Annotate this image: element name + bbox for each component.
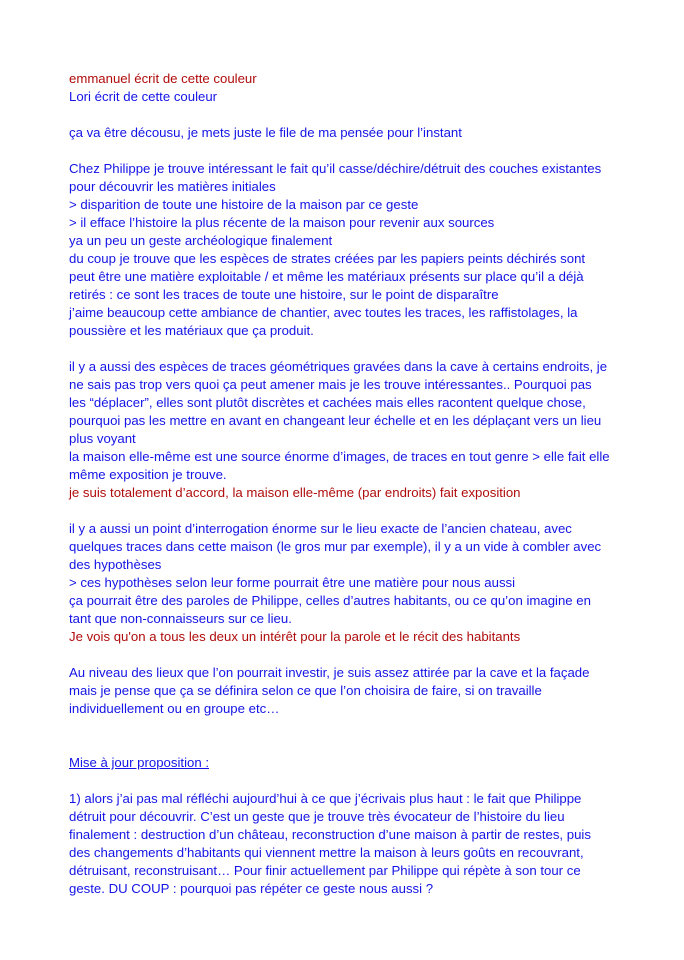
lori-text-line: il y a aussi un point d’interrogation énorme sur le lieu exacte de l’ancien chateau, avec [69, 521, 572, 536]
lori-text-line: les “déplacer”, elles sont plutôt discrètes et cachées mais elles racontent quelque chose, [69, 395, 586, 410]
lori-text-line: > disparition de toute une histoire de la maison par ce geste [69, 197, 419, 212]
lori-text-line: des hypothèses [69, 557, 162, 572]
section-heading: Mise à jour proposition : [69, 755, 210, 770]
paragraph-spacer [69, 106, 624, 124]
lori-text-line: poussière et les matériaux que ça produit. [69, 323, 314, 338]
lori-text-line: détruisant, reconstruisant… Pour finir actuellement par Philippe qui répète à son tour ce [69, 863, 581, 878]
lori-text-line: plus voyant [69, 431, 136, 446]
lori-text-line: des changements d’habitants qui viennent mettre la maison à leurs goûts en recouvrant, [69, 845, 584, 860]
paragraph-spacer [69, 502, 624, 520]
lori-text-line: Chez Philippe je trouve intéressant le fait qu’il casse/déchire/détruit des couches existantes [69, 161, 602, 176]
lori-text-line: finalement : destruction d’un château, reconstruction d’une maison à partir de restes, puis [69, 827, 591, 842]
lori-text-line: même exposition je trouve. [69, 467, 227, 482]
lori-text-line: 1) alors j’ai pas mal réfléchi aujourd’hui à ce que j’écrivais plus haut : le fait que Philippe [69, 791, 582, 806]
paragraph-spacer [69, 646, 624, 664]
lori-text-line: j’aime beaucoup cette ambiance de chantier, avec toutes les traces, les raffistolages, la [69, 305, 578, 320]
lori-text-line: il y a aussi des espèces de traces géométriques gravées dans la cave à certains endroits, je [69, 359, 608, 374]
lori-text-line: du coup je trouve que les espèces de strates créées par les papiers peints déchirés sont [69, 251, 586, 266]
lori-text-line: pour découvrir les matières initiales [69, 179, 276, 194]
lori-text-line: > ces hypothèses selon leur forme pourrait être une matière pour nous aussi [69, 575, 516, 590]
lori-text-line: retirés : ce sont les traces de toute une histoire, sur le point de disparaître [69, 287, 499, 302]
lori-text-line: tant que non-connaisseurs sur ce lieu. [69, 611, 292, 626]
lori-text-line: la maison elle-même est une source énorme d’images, de traces en tout genre > elle fait elle [69, 449, 610, 464]
lori-text-line: Lori écrit de cette couleur [69, 89, 218, 104]
emmanuel-text-line: emmanuel écrit de cette couleur [69, 71, 257, 86]
lori-text-line: > il efface l’histoire la plus récente de la maison pour revenir aux sources [69, 215, 495, 230]
lori-text-line: détruit pour découvrir. C’est un geste que je trouve très évocateur de l’histoire du lieu [69, 809, 565, 824]
lori-text-line: ne sais pas trop vers quoi ça peut amener mais je les trouve intéressantes.. Pourquoi pas [69, 377, 592, 392]
lori-text-line: pourquoi pas les mettre en avant en changeant leur échelle et en les déplaçant vers un lieu [69, 413, 602, 428]
lori-text-line: Au niveau des lieux que l’on pourrait investir, je suis assez attirée par la cave et la façade [69, 665, 590, 680]
paragraph-spacer [69, 142, 624, 160]
paragraph-spacer [69, 340, 624, 358]
lori-text-line: ça pourrait être des paroles de Philippe, celles d’autres habitants, ou ce qu’on imagine en [69, 593, 591, 608]
lori-text-line: individuellement ou en groupe etc… [69, 701, 280, 716]
emmanuel-text-line: je suis totalement d’accord, la maison elle-même (par endroits) fait exposition [69, 485, 521, 500]
lori-text-line: peut être une matière exploitable / et même les matériaux présents sur place qu’il a déjà [69, 269, 584, 284]
lori-text-line: ça va être décousu, je mets juste le file de ma pensée pour l’instant [69, 125, 462, 140]
emmanuel-text-line: Je vois qu'on a tous les deux un intérêt pour la parole et le récit des habitants [69, 629, 521, 644]
paragraph-spacer [69, 718, 624, 754]
lori-text-line: mais je pense que ça se définira selon ce que l’on choisira de faire, si on travaille [69, 683, 542, 698]
lori-text-line: ya un peu un geste archéologique finalement [69, 233, 333, 248]
lori-text-line: geste. DU COUP : pourquoi pas répéter ce geste nous aussi ? [69, 881, 434, 896]
paragraph-spacer [69, 772, 624, 790]
lori-text-line: quelques traces dans cette maison (le gros mur par exemple), il y a un vide à combler avec [69, 539, 602, 554]
